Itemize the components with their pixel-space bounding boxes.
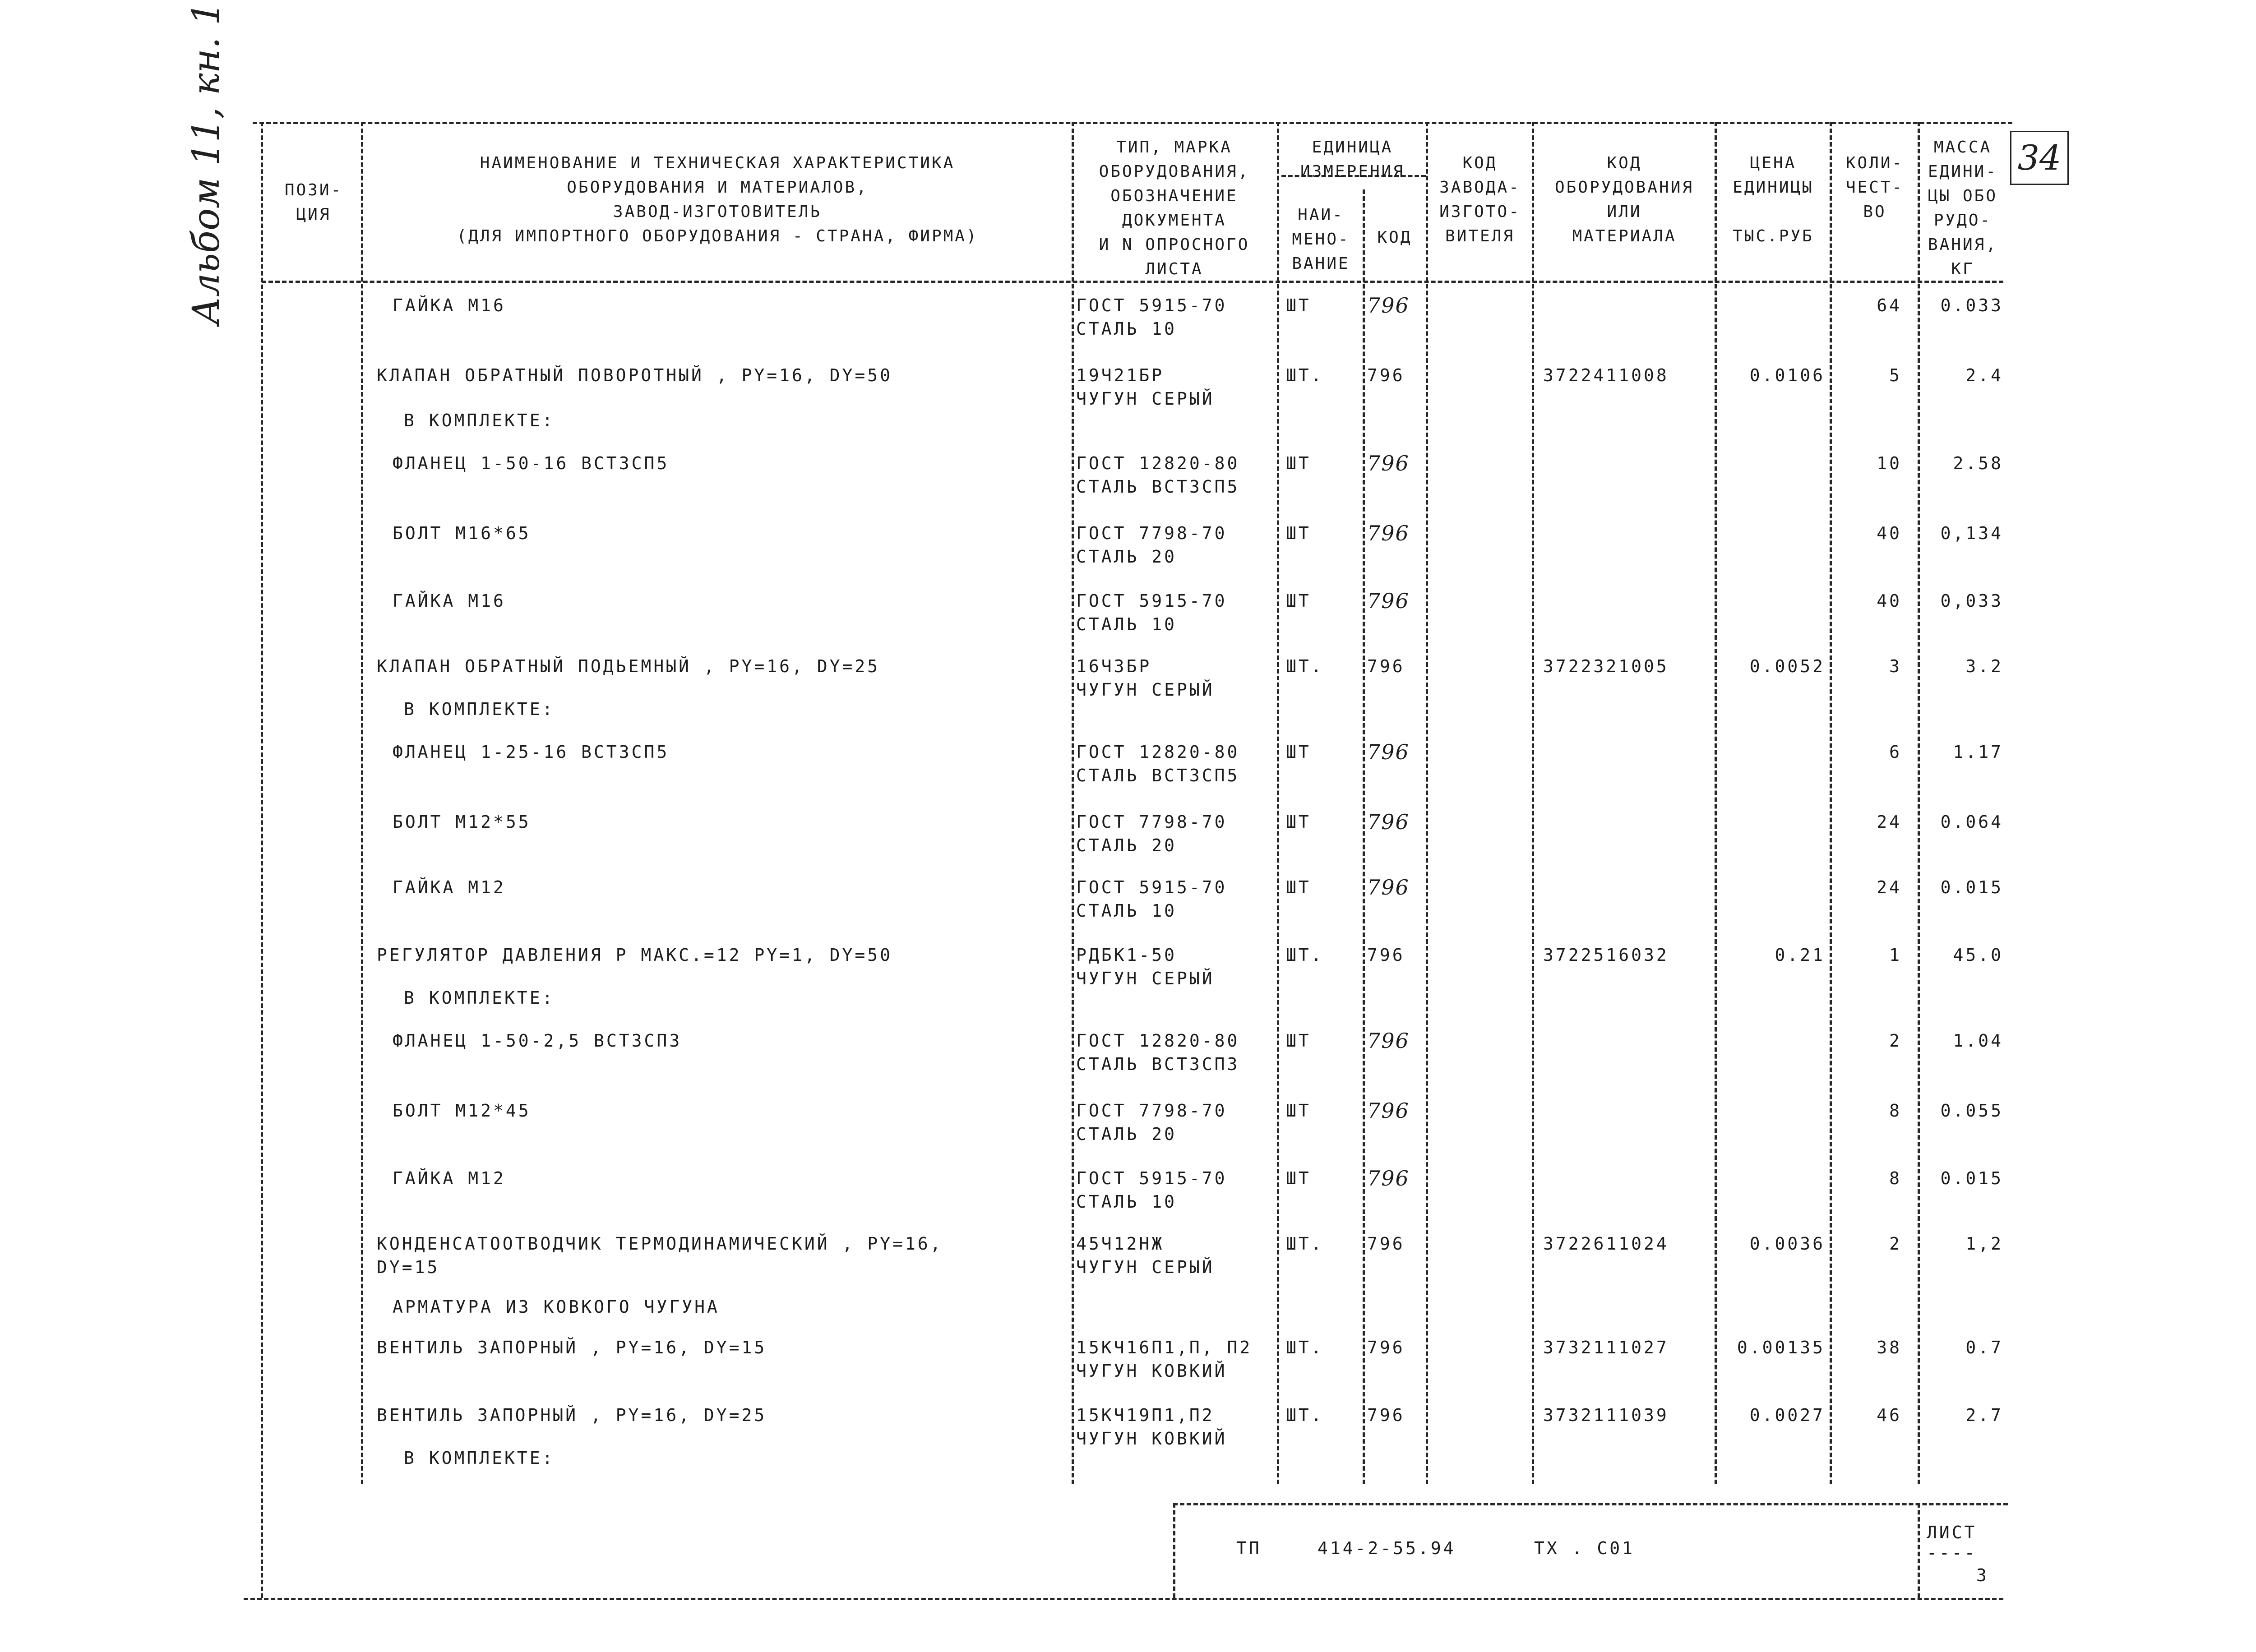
unit-mass-cell: 0.064: [1940, 812, 2003, 832]
type-mark-line2: СТАЛЬ ВСТ3СП3: [1076, 1054, 1240, 1074]
unit-mass-cell: 1.04: [1953, 1031, 2003, 1051]
stamp-section: ТХ . С01: [1534, 1538, 1635, 1558]
quantity-cell: 10: [1877, 453, 1902, 473]
type-mark-line2: СТАЛЬ 10: [1076, 614, 1177, 634]
unit-code-cell: 796: [1367, 1405, 1405, 1425]
material-code-cell: 3732111039: [1543, 1405, 1669, 1425]
stamp-sheet-dash: ----: [1927, 1543, 1977, 1563]
type-mark-line1: ГОСТ 5915-70: [1076, 591, 1227, 611]
item-name-cell: КОНДЕНСАТООТВОДЧИК ТЕРМОДИНАМИЧЕСКИЙ , PY=16,: [377, 1234, 943, 1254]
unit-name-cell: ШТ.: [1286, 1234, 1324, 1254]
type-mark-line1: ГОСТ 5915-70: [1076, 1168, 1227, 1188]
type-mark-line2: СТАЛЬ 20: [1076, 1124, 1177, 1144]
unit-mass-cell: 0,033: [1940, 591, 2003, 611]
type-mark-line2: ЧУГУН СЕРЫЙ: [1076, 1257, 1215, 1277]
type-mark-line2: ЧУГУН СЕРЫЙ: [1076, 969, 1215, 988]
type-mark-line1: ГОСТ 7798-70: [1076, 1101, 1227, 1121]
quantity-cell: 64: [1877, 295, 1902, 315]
item-name-cell: ГАЙКА М12: [393, 877, 506, 897]
header-quantity: КОЛИ- ЧЕСТ- ВО: [1845, 154, 1904, 221]
album-margin-note: Альбом 11, кн. 1: [185, 1, 228, 325]
unit-mass-cell: 2.58: [1953, 453, 2003, 473]
unit-mass-cell: 2.4: [1965, 365, 2003, 385]
item-name-cell: В КОМПЛЕКТЕ:: [404, 411, 555, 430]
type-mark-line2: ЧУГУН СЕРЫЙ: [1076, 389, 1215, 409]
quantity-cell: 2: [1889, 1031, 1902, 1051]
type-mark-line1: ГОСТ 12820-80: [1076, 742, 1240, 762]
price-cell: 0.21: [1775, 945, 1825, 965]
header-type: ТИП, МАРКА ОБОРУДОВАНИЯ, ОБОЗНАЧЕНИЕ ДОКУМЕНТА И N ОПРОСНОГО ЛИСТА: [1099, 138, 1250, 278]
unit-name-cell: ШТ: [1286, 1168, 1311, 1188]
unit-name-cell: ШТ: [1286, 812, 1311, 832]
quantity-cell: 8: [1889, 1168, 1902, 1188]
header-position: ПОЗИ- ЦИЯ: [284, 181, 343, 224]
price-cell: 0.0052: [1749, 656, 1825, 676]
quantity-cell: 38: [1877, 1338, 1902, 1357]
unit-code-cell: 796: [1367, 1098, 1410, 1123]
header-price: ЦЕНА ЕДИНИЦЫ ТЫС.РУБ: [1733, 154, 1814, 245]
type-mark-line2: СТАЛЬ 20: [1076, 835, 1177, 855]
item-name-cell: ВЕНТИЛЬ ЗАПОРНЫЙ , PY=16, DY=15: [377, 1338, 767, 1357]
quantity-cell: 5: [1889, 365, 1902, 385]
header-material-code: КОД ОБОРУДОВАНИЯ ИЛИ МАТЕРИАЛА: [1554, 154, 1694, 245]
item-name-cell-line2: DY=15: [377, 1257, 440, 1277]
item-name-cell: КЛАПАН ОБРАТНЫЙ ПОДЬЕМНЫЙ , PY=16, DY=25: [377, 656, 880, 676]
type-mark-line1: ГОСТ 5915-70: [1076, 877, 1227, 897]
material-code-cell: 3722411008: [1543, 365, 1669, 385]
unit-name-cell: ШТ: [1286, 1031, 1311, 1051]
item-name-cell: БОЛТ М12*45: [393, 1101, 531, 1121]
item-name-cell: ГАЙКА М16: [393, 591, 506, 611]
type-mark-line2: СТАЛЬ 20: [1076, 547, 1177, 567]
unit-name-cell: ШТ: [1286, 877, 1311, 897]
unit-mass-cell: 1,2: [1965, 1234, 2003, 1254]
price-cell: 0.0036: [1749, 1234, 1825, 1254]
unit-code-cell: 796: [1367, 1338, 1405, 1357]
unit-name-cell: ШТ: [1286, 742, 1311, 762]
unit-code-cell: 796: [1367, 589, 1410, 613]
unit-code-cell: 796: [1367, 521, 1410, 545]
unit-code-cell: 796: [1367, 875, 1410, 900]
unit-code-cell: 796: [1367, 365, 1405, 385]
item-name-cell: БОЛТ М12*55: [393, 812, 531, 832]
type-mark-line1: 16Ч3БР: [1076, 656, 1152, 676]
type-mark-line1: ГОСТ 12820-80: [1076, 453, 1240, 473]
item-name-cell: КЛАПАН ОБРАТНЫЙ ПОВОРОТНЫЙ , PY=16, DY=50: [377, 365, 892, 385]
quantity-cell: 6: [1889, 742, 1902, 762]
unit-code-cell: 796: [1367, 656, 1405, 676]
unit-mass-cell: 0.015: [1940, 877, 2003, 897]
unit-mass-cell: 45.0: [1953, 945, 2003, 965]
quantity-cell: 24: [1877, 877, 1902, 897]
unit-code-cell: 796: [1367, 1166, 1410, 1191]
item-name-cell: В КОМПЛЕКТЕ:: [404, 699, 555, 719]
quantity-cell: 1: [1889, 945, 1902, 965]
quantity-cell: 24: [1877, 812, 1902, 832]
unit-mass-cell: 2.7: [1965, 1405, 2003, 1425]
item-name-cell: ФЛАНЕЦ 1-50-16 ВСТ3СП5: [393, 453, 670, 473]
unit-code-cell: 796: [1367, 1234, 1405, 1254]
type-mark-line2: СТАЛЬ ВСТ3СП5: [1076, 477, 1240, 497]
header-unit-name: НАИ- МЕНО- ВАНИЕ: [1292, 206, 1350, 273]
unit-mass-cell: 0.033: [1940, 295, 2003, 315]
unit-mass-cell: 1.17: [1953, 742, 2003, 762]
type-mark-line1: РДБК1-50: [1076, 945, 1177, 965]
material-code-cell: 3722516032: [1543, 945, 1669, 965]
material-code-cell: 3722321005: [1543, 656, 1669, 676]
item-name-cell: БОЛТ М16*65: [393, 523, 531, 543]
item-name-cell: ФЛАНЕЦ 1-25-16 ВСТ3СП5: [393, 742, 670, 762]
item-name-cell: В КОМПЛЕКТЕ:: [404, 988, 555, 1008]
type-mark-line2: СТАЛЬ 10: [1076, 319, 1177, 339]
quantity-cell: 40: [1877, 591, 1902, 611]
type-mark-line2: ЧУГУН КОВКИЙ: [1076, 1429, 1227, 1449]
unit-mass-cell: 0.055: [1940, 1101, 2003, 1121]
quantity-cell: 3: [1889, 656, 1902, 676]
unit-code-cell: 796: [1367, 945, 1405, 965]
unit-code-cell: 796: [1367, 740, 1410, 764]
type-mark-line1: ГОСТ 12820-80: [1076, 1031, 1240, 1051]
type-mark-line1: 19Ч21БР: [1076, 365, 1165, 385]
type-mark-line2: СТАЛЬ 10: [1076, 1192, 1177, 1212]
price-cell: 0.00135: [1737, 1338, 1825, 1357]
type-mark-line1: ГОСТ 5915-70: [1076, 295, 1227, 315]
item-name-cell: В КОМПЛЕКТЕ:: [404, 1448, 555, 1468]
unit-mass-cell: 0,134: [1940, 523, 2003, 543]
unit-mass-cell: 3.2: [1965, 656, 2003, 676]
item-name-cell: ГАЙКА М16: [393, 295, 506, 315]
type-mark-line2: ЧУГУН СЕРЫЙ: [1076, 680, 1215, 700]
unit-name-cell: ШТ.: [1286, 1338, 1324, 1357]
item-name-cell: ФЛАНЕЦ 1-50-2,5 ВСТ3СП3: [393, 1031, 682, 1051]
quantity-cell: 8: [1889, 1101, 1902, 1121]
item-name-cell: АРМАТУРА ИЗ КОВКОГО ЧУГУНА: [393, 1297, 720, 1317]
type-mark-line2: СТАЛЬ ВСТ3СП5: [1076, 766, 1240, 785]
type-mark-line1: 15КЧ19П1,П2: [1076, 1405, 1215, 1425]
price-cell: 0.0027: [1749, 1405, 1825, 1425]
material-code-cell: 3722611024: [1543, 1234, 1669, 1254]
unit-code-cell: 796: [1367, 293, 1410, 318]
header-unit-group: ЕДИНИЦА ИЗМЕРЕНИЯ: [1300, 138, 1405, 181]
header-name: НАИМЕНОВАНИЕ И ТЕХНИЧЕСКАЯ ХАРАКТЕРИСТИКА ОБОРУДОВАНИЯ И МАТЕРИАЛОВ, ЗАВОД-ИЗГОТОВИТЕЛЬ (ДЛЯ ИМПОРТНОГО ОБОРУДОВАНИЯ - СТРАНА, ФИРМА): [457, 154, 978, 245]
header-unit-code: КОД: [1377, 228, 1412, 247]
type-mark-line1: ГОСТ 7798-70: [1076, 523, 1227, 543]
quantity-cell: 46: [1877, 1405, 1902, 1425]
item-name-cell: ГАЙКА М12: [393, 1168, 506, 1188]
unit-name-cell: ШТ: [1286, 453, 1311, 473]
stamp-sheet-number: 3: [1976, 1565, 1989, 1585]
stamp-prefix: ТП: [1236, 1538, 1262, 1558]
type-mark-line1: 45Ч12НЖ: [1076, 1234, 1165, 1254]
type-mark-line2: ЧУГУН КОВКИЙ: [1076, 1361, 1227, 1381]
unit-name-cell: ШТ.: [1286, 365, 1324, 385]
unit-mass-cell: 0.015: [1940, 1168, 2003, 1188]
material-code-cell: 3732111027: [1543, 1338, 1669, 1357]
unit-name-cell: ШТ: [1286, 295, 1311, 315]
unit-name-cell: ШТ.: [1286, 656, 1324, 676]
item-name-cell: РЕГУЛЯТОР ДАВЛЕНИЯ Р МАКС.=12 PY=1, DY=50: [377, 945, 892, 965]
unit-name-cell: ШТ.: [1286, 945, 1324, 965]
header-factory-code: КОД ЗАВОДА- ИЗГОТО- ВИТЕЛЯ: [1439, 154, 1521, 245]
item-name-cell: ВЕНТИЛЬ ЗАПОРНЫЙ , PY=16, DY=25: [377, 1405, 767, 1425]
type-mark-line2: СТАЛЬ 10: [1076, 901, 1177, 921]
sheet-number-stamp: 34: [2010, 131, 2069, 185]
unit-code-cell: 796: [1367, 451, 1410, 475]
unit-mass-cell: 0.7: [1965, 1338, 2003, 1357]
unit-name-cell: ШТ: [1286, 591, 1311, 611]
stamp-sheet-label: ЛИСТ: [1927, 1523, 1977, 1542]
type-mark-line1: ГОСТ 7798-70: [1076, 812, 1227, 832]
unit-name-cell: ШТ: [1286, 1101, 1311, 1121]
quantity-cell: 2: [1889, 1234, 1902, 1254]
type-mark-line1: 15КЧ16П1,П, П2: [1076, 1338, 1253, 1357]
stamp-project-number: 414-2-55.94: [1318, 1538, 1456, 1558]
unit-code-cell: 796: [1367, 810, 1410, 834]
price-cell: 0.0106: [1749, 365, 1825, 385]
header-unit-mass: МАССА ЕДИНИ- ЦЫ ОБО РУДО- ВАНИЯ, КГ: [1928, 138, 1998, 278]
unit-code-cell: 796: [1367, 1029, 1410, 1053]
unit-name-cell: ШТ: [1286, 523, 1311, 543]
unit-name-cell: ШТ.: [1286, 1405, 1324, 1425]
quantity-cell: 40: [1877, 523, 1902, 543]
